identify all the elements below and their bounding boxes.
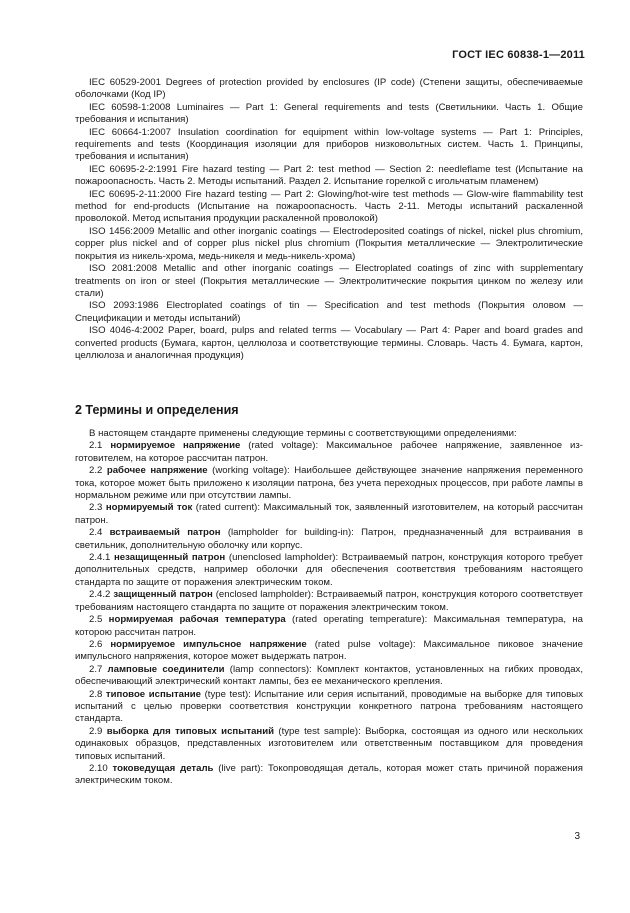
term-definition: (unenclosed lampholder): Встраиваемый патрон, конструкция которого требует дополнительных средств, например оболочки для обеспечения соответствия требованиям настоящего стандарта по защите от поражения электрическим током. (75, 552, 583, 588)
section-heading: 2 Термины и определения (75, 403, 239, 417)
term-name: встраиваемый патрон (109, 527, 221, 539)
term-entry (75, 502, 583, 527)
reference-item: IEC 60529-2001 Degrees of protection provided by enclosures (IP code) (Степени защиты, обеспечиваемые оболочками (Код IP) (75, 77, 583, 101)
term-name: рабочее напряжение (106, 465, 208, 477)
term-name: незащищенный патрон (114, 552, 226, 564)
page-number: 3 (574, 831, 580, 842)
term-name: нормируемое напряжение (110, 440, 241, 452)
term-number: 2.7 (89, 663, 108, 675)
term-number: 2.8 (89, 688, 106, 700)
term-entry (75, 552, 583, 589)
term-entry (75, 440, 583, 465)
term-definition: (live part): Токопроводящая деталь, которая может стать причиной поражения электрическим током. (75, 762, 583, 787)
term-definition: (rated current): Максимальный ток, заявленный изготовителем, на который рассчитан патрон. (75, 502, 583, 526)
reference-item: IEC 60695-2-11:2000 Fire hazard testing — Part 2: Glowing/hot-wire test methods — Glow-wire flammability test method for end-products (Испытание на пожароопасность. Часть 2-11. Методы испытаний раскаленной проволокой. Метод испытания продукции раскаленной проволокой) (75, 188, 583, 225)
term-name: ламповые соединители (107, 663, 225, 675)
term-definition: (rated voltage): Максимальное рабочее напряжение, заявленное изготовителем, на которое рассчитан патрон. (75, 440, 583, 464)
term-number: 2.3 (89, 502, 106, 514)
term-entry (75, 589, 583, 614)
term-name: выборка для типовых испытаний (106, 725, 275, 737)
term-entry (75, 614, 583, 639)
term-definition: (rated operating temperature): Максимальная температура, на которою рассчитан патрон. (75, 614, 583, 638)
normative-references (75, 77, 583, 362)
term-entry (75, 726, 583, 763)
term-entry (75, 664, 583, 689)
term-definition: (lamp connectors): Комплект контактов, установленных на гибких проводах, обеспечивающий электрический контакт лампы, без ее механического крепления. (75, 663, 583, 688)
term-number: 2.4.1 (89, 552, 114, 564)
reference-item: ISO 4046-4:2002 Paper, board, pulps and related terms — Vocabulary — Part 4: Paper and board grades and converted products (Бумага, картон, целлюлоза и соответствующие термины. Словарь. Часть 4. Бумага, картон, целлюлоза и аналогичная продукция) (75, 325, 583, 361)
terms-definitions (75, 428, 583, 788)
term-name: защищенный патрон (113, 589, 213, 601)
term-name: токоведущая деталь (112, 762, 214, 774)
document-code: ГОСТ IEC 60838-1—2011 (452, 49, 585, 61)
term-number: 2.9 (89, 725, 107, 737)
term-entry (75, 465, 583, 502)
reference-item: ISO 1456:2009 Metallic and other inorganic coatings — Electrodeposited coatings of nickel, nickel plus chromium, copper plus nickel and of copper plus nickel plus chromium (Покрытия металлические — Электролитические покрытия из никель-хрома, медь-никеля и медь-никель-хрома) (75, 225, 583, 262)
reference-item: IEC 60598-1:2008 Luminaires — Part 1: General requirements and tests (Светильники. Часть 1. Общие требования и испытания) (75, 101, 583, 126)
term-entry (75, 689, 583, 726)
reference-item: IEC 60695-2-2:1991 Fire hazard testing — Part 2: test method — Section 2: needleflame test (Испытание на пожароопасность. Часть 2. Методы испытаний. Раздел 2. Испытание горелкой с игольчатым пламенем) (75, 163, 583, 188)
term-entry (75, 527, 583, 552)
term-definition: (lampholder for building-in): Патрон, предназначенный для встраивания в светильник, дополнительную оболочку или корпус. (75, 527, 583, 551)
term-definition: (rated pulse voltage): Максимальное пиковое значение импульсного напряжения, которое может выдержать патрон. (75, 638, 583, 663)
reference-item: IEC 60664-1:2007 Insulation coordination for equipment within low-voltage systems — Part 1: Principles, requirements and tests (Координация изоляции для приборов низковольтных систем. Часть 1. Принципы, требования и испытания) (75, 126, 583, 163)
term-definition: (enclosed lampholder): Встраиваемый патрон, конструкция которого соответствует требованиям настоящего стандарта по защите от поражения электрическим током. (75, 589, 583, 613)
reference-item: ISO 2081:2008 Metallic and other inorganic coatings — Electroplated coatings of zinc with supplementary treatments on iron or steel (Покрытия металлические — Электролитические покрытия цинком по железу или стали) (75, 263, 583, 299)
term-name: нормируемая рабочая температура (108, 614, 286, 626)
term-name: нормируемое импульсное напряжение (110, 638, 307, 650)
term-name: типовое испытание (105, 688, 202, 700)
term-entry (75, 639, 583, 664)
term-name: нормируемый ток (105, 502, 193, 514)
term-number: 2.10 (89, 762, 113, 774)
term-entry (75, 763, 583, 788)
term-number: 2.6 (89, 638, 111, 650)
term-definition: (type test): Испытание или серия испытаний, проводимые на выборке для типовых испытаний с целью проверки соответствия конструкции конкретного патрона требованиям настоящего стандарта. (75, 688, 583, 725)
term-number: 2.1 (89, 440, 111, 452)
term-definition: (type test sample): Выборка, состоящая из одного или нескольких одинаковых образцов, представленных изготовителем или ответственным поставщиком для проведения типовых испытаний. (75, 725, 583, 762)
term-number: 2.5 (89, 614, 109, 626)
term-number: 2.4 (89, 527, 110, 539)
term-definition: (working voltage): Наибольшее действующее значение напряжения переменного тока, которое может быть приложено к изоляции патрона, без учета переходных процессов, при работе лампы в нормальном режиме или при отсутствии лампы. (75, 465, 583, 502)
term-number: 2.2 (89, 465, 107, 477)
term-number: 2.4.2 (89, 589, 114, 601)
reference-item: ISO 2093:1986 Electroplated coatings of tin — Specification and test methods (Покрытия оловом — Спецификации и методы испытаний) (75, 300, 583, 324)
section-intro: В настоящем стандарте применены следующие термины с соответствующими определениями: (89, 428, 517, 439)
